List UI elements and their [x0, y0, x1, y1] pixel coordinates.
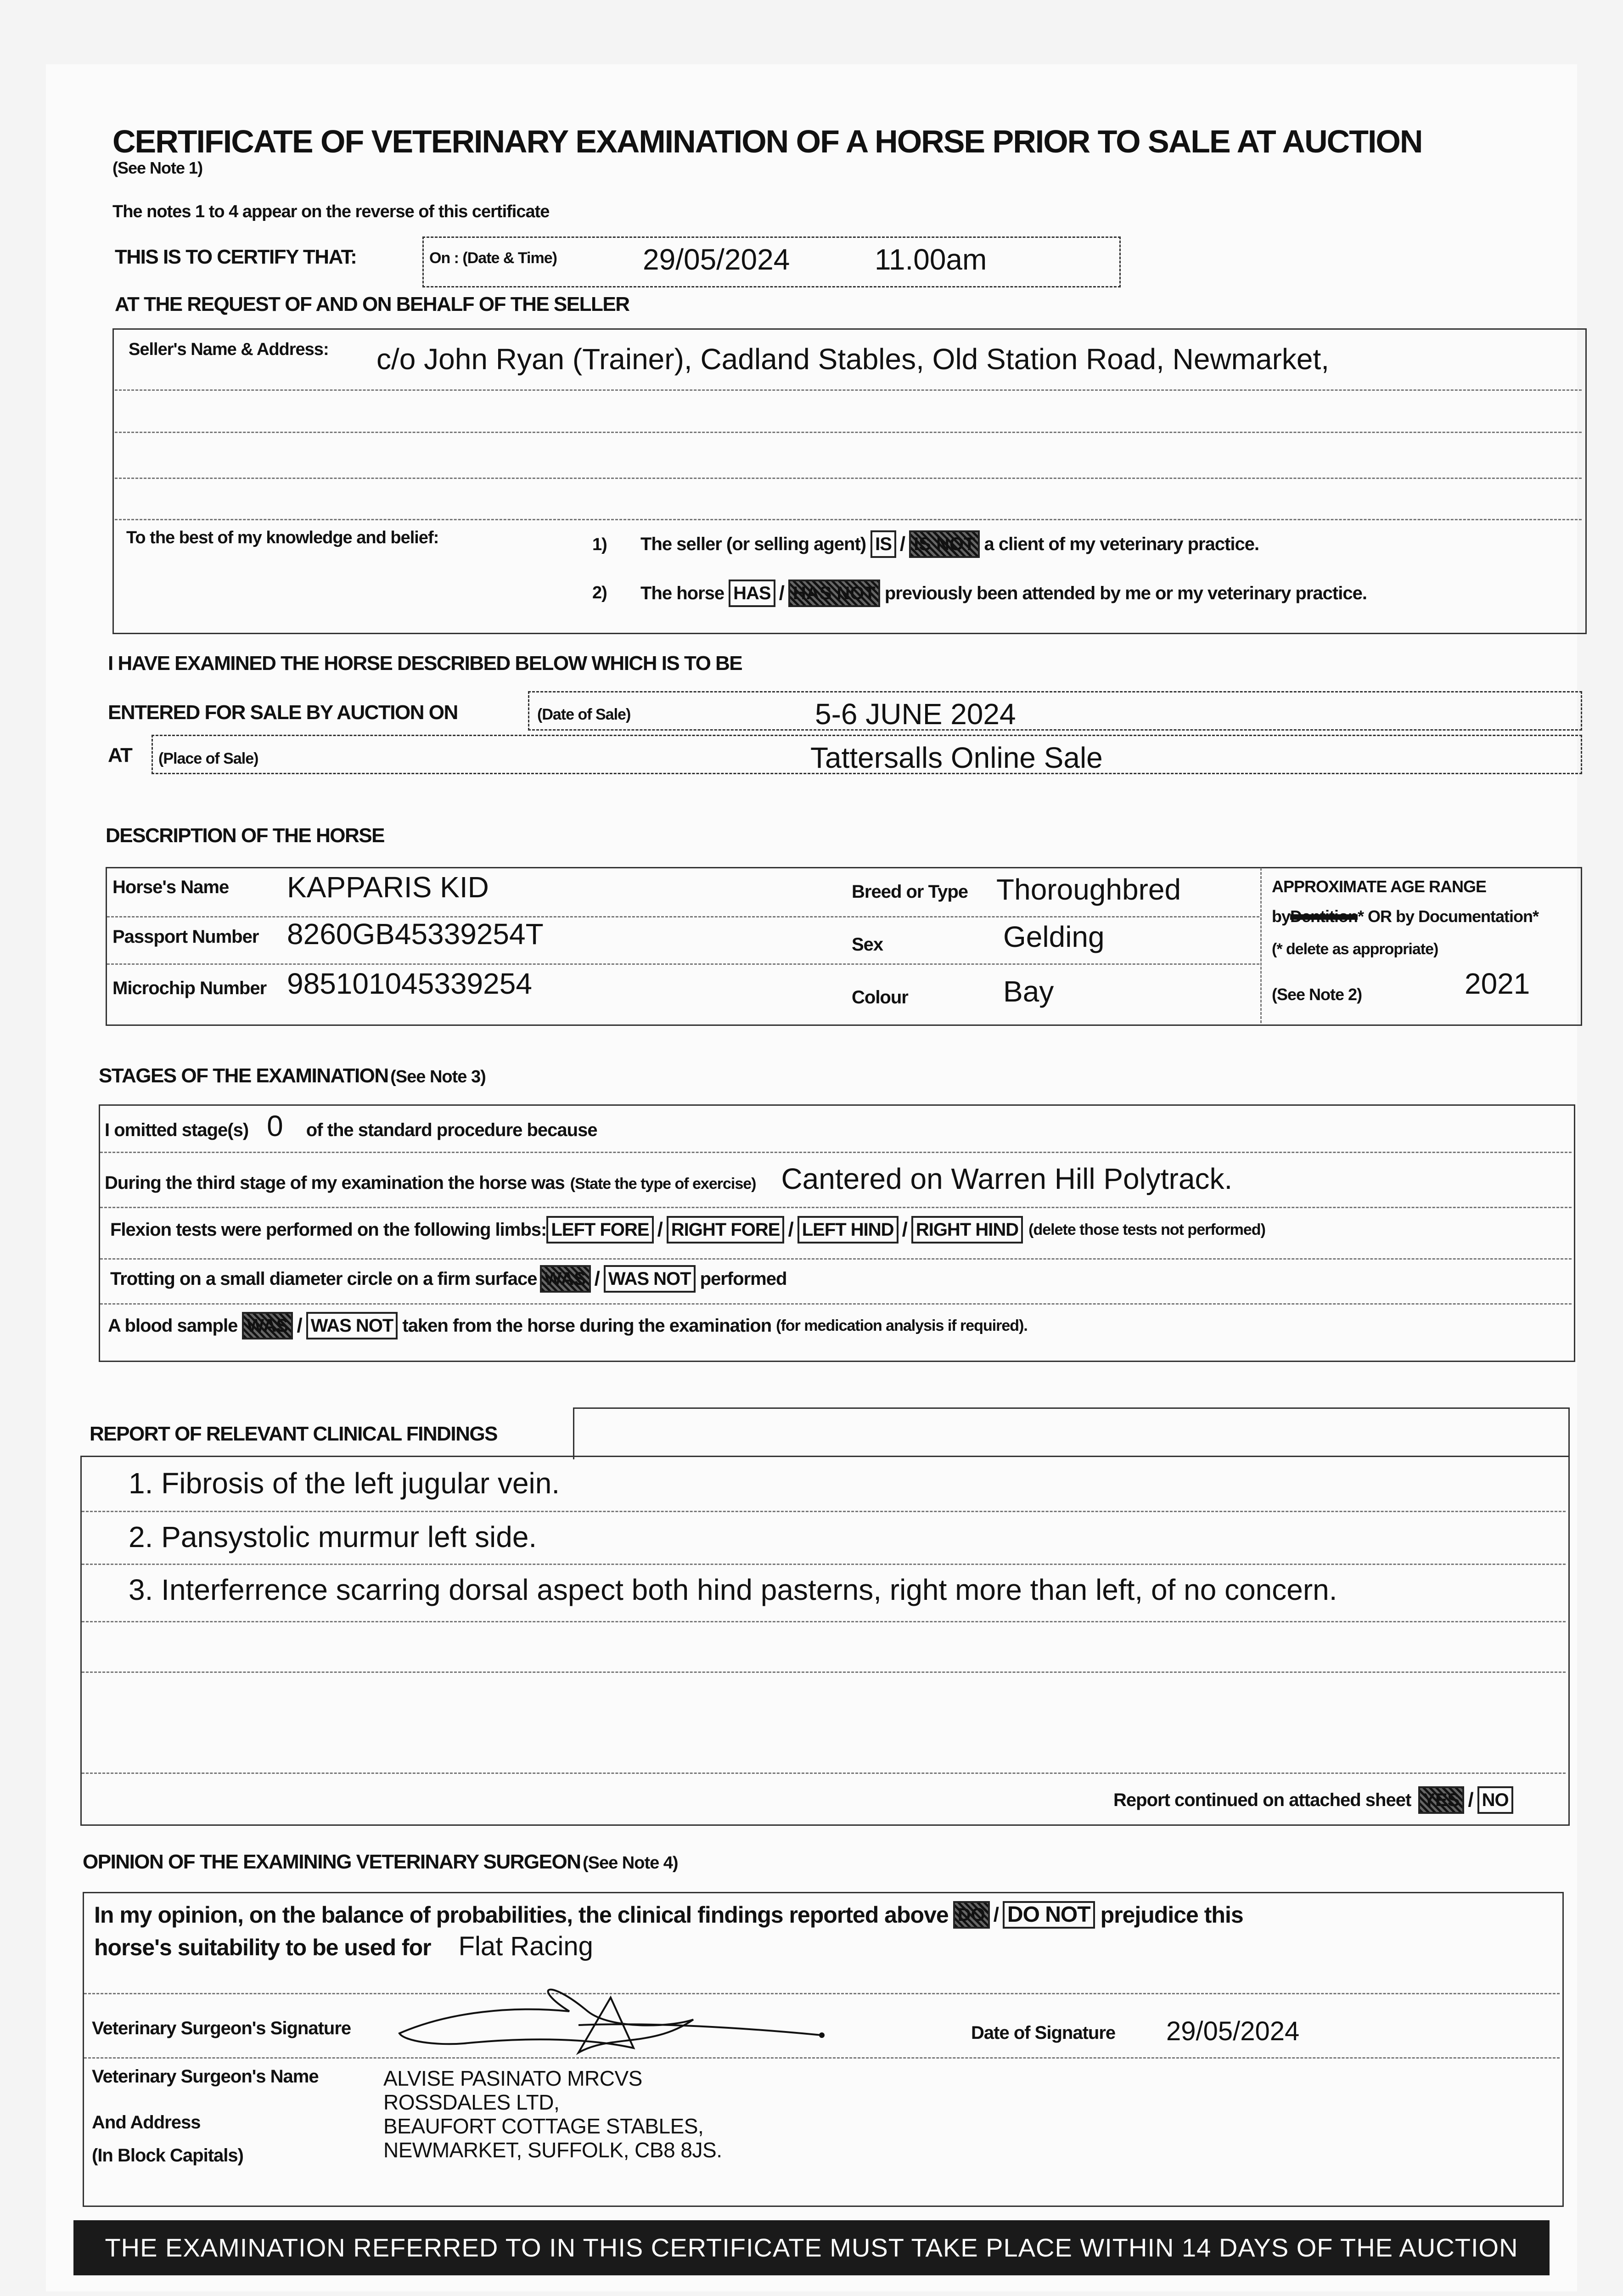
- report-continued-slash: /: [1468, 1789, 1474, 1811]
- item2-text-pre: The horse: [640, 583, 724, 603]
- opinion-heading-text: OPINION OF THE EXAMINING VETERINARY SURGEON: [83, 1851, 581, 1873]
- blood-label: A blood sample: [108, 1315, 238, 1336]
- horse-name-value: KAPPARIS KID: [287, 871, 489, 904]
- findings-heading: REPORT OF RELEVANT CLINICAL FINDINGS: [90, 1423, 497, 1445]
- vet-details-line-2: ROSSDALES LTD,: [383, 2090, 560, 2114]
- stages-heading-note: (See Note 3): [390, 1067, 486, 1086]
- knowledge-item2-number: 2): [592, 583, 607, 602]
- stages-line-1: [100, 1152, 1572, 1153]
- age-by: by: [1272, 907, 1291, 926]
- flexion-row: [110, 1216, 1265, 1244]
- item1-option-is[interactable]: IS: [870, 530, 896, 558]
- item1-option-is-not[interactable]: IS NOT: [909, 530, 979, 558]
- on-date-time-label: On : (Date & Time): [429, 249, 557, 267]
- seller-name-label: Seller's Name & Address:: [129, 340, 329, 359]
- third-stage-note: (State the type of exercise): [570, 1175, 756, 1193]
- sale-date-box: [528, 691, 1582, 731]
- vet-details-line-3: BEAUFORT COTTAGE STABLES,: [383, 2114, 704, 2138]
- item2-text-post: previously been attended by me or my veterinary practice.: [884, 583, 1367, 603]
- opinion-option-do-not[interactable]: DO NOT: [1003, 1901, 1095, 1929]
- vet-address-label: And Address: [92, 2112, 201, 2133]
- age-delete-note: (* delete as appropriate): [1272, 940, 1438, 958]
- flexion-note: (delete those tests not performed): [1028, 1221, 1265, 1238]
- opinion-line-b: [84, 2057, 1560, 2059]
- seller-heading: AT THE REQUEST OF AND ON BEHALF OF THE SELLER: [115, 293, 629, 315]
- blood-slash: /: [297, 1314, 303, 1337]
- seller-line-2: [115, 432, 1582, 433]
- item2-option-has[interactable]: HAS: [729, 580, 775, 607]
- opinion-text-suitability: horse's suitability to be used for: [94, 1935, 431, 1960]
- vet-details-line-4: NEWMARKET, SUFFOLK, CB8 8JS.: [383, 2138, 722, 2162]
- trot-label: Trotting on a small diameter circle on a firm surface: [110, 1268, 537, 1289]
- colour-value: Bay: [1003, 975, 1054, 1008]
- certify-label: THIS IS TO CERTIFY THAT:: [115, 246, 357, 268]
- block-capitals-label: (In Block Capitals): [92, 2145, 243, 2166]
- stages-line-4: [100, 1303, 1572, 1305]
- age-range-heading: APPROXIMATE AGE RANGE: [1272, 877, 1487, 896]
- third-stage-value: Cantered on Warren Hill Polytrack.: [781, 1162, 1233, 1195]
- omitted-row: [105, 1109, 597, 1143]
- seller-line-1: [115, 389, 1582, 391]
- finding-item-1: 1. Fibrosis of the left jugular vein.: [129, 1467, 560, 1500]
- flexion-slash-1: /: [657, 1218, 663, 1241]
- item1-text-pre: The seller (or selling agent): [640, 534, 866, 554]
- at-label: AT: [108, 744, 132, 766]
- item2-slash: /: [779, 582, 785, 604]
- description-divider: [1260, 868, 1262, 1023]
- item2-option-has-not[interactable]: HAS NOT: [788, 580, 880, 607]
- omitted-post: of the standard procedure because: [306, 1120, 597, 1140]
- report-continued-no[interactable]: NO: [1477, 1786, 1513, 1814]
- seller-line-4: [115, 519, 1582, 520]
- description-heading: DESCRIPTION OF THE HORSE: [106, 824, 384, 847]
- age-method-line: [1272, 907, 1539, 926]
- footer-notice-bar: THE EXAMINATION REFERRED TO IN THIS CERTIFICATE MUST TAKE PLACE WITHIN 14 DAYS OF THE AUCTION: [73, 2220, 1550, 2275]
- age-value: 2021: [1465, 967, 1530, 1000]
- vet-details-line-1: ALVISE PASINATO MRCVS: [383, 2066, 642, 2090]
- flexion-label: Flexion tests were performed on the following limbs:: [110, 1219, 547, 1240]
- date-of-signature-label: Date of Signature: [971, 2023, 1116, 2043]
- exam-time: 11.00am: [875, 243, 987, 276]
- see-note-1: (See Note 1): [112, 158, 203, 177]
- findings-line-5: [82, 1773, 1566, 1774]
- opinion-text-post: prejudice this: [1100, 1902, 1243, 1928]
- trot-option-was-not[interactable]: WAS NOT: [604, 1265, 696, 1293]
- stages-heading: [99, 1064, 486, 1087]
- stages-heading-text: STAGES OF THE EXAMINATION: [99, 1064, 388, 1087]
- sex-value: Gelding: [1003, 920, 1105, 953]
- finding-item-3: 3. Interferrence scarring dorsal aspect both hind pasterns, right more than left, of no concern.: [129, 1573, 1337, 1606]
- seller-line-3: [115, 478, 1582, 479]
- findings-heading-box: [573, 1407, 1570, 1459]
- omitted-label: I omitted stage(s): [105, 1120, 249, 1140]
- opinion-option-do[interactable]: DO: [953, 1901, 990, 1929]
- third-stage-row: [105, 1162, 1232, 1196]
- report-continued-label: Report continued on attached sheet: [1113, 1790, 1411, 1810]
- knowledge-label: To the best of my knowledge and belief:: [126, 528, 439, 547]
- trot-slash: /: [594, 1267, 600, 1290]
- third-stage-label: During the third stage of my examination the horse was: [105, 1173, 565, 1193]
- trot-row: [110, 1265, 786, 1293]
- blood-row: [108, 1312, 1028, 1339]
- opinion-line-1: [94, 1901, 1243, 1929]
- opinion-slash: /: [993, 1903, 999, 1926]
- horse-name-label: Horse's Name: [112, 877, 229, 897]
- blood-option-was-not[interactable]: WAS NOT: [306, 1312, 398, 1339]
- flexion-left-fore[interactable]: LEFT FORE: [546, 1216, 653, 1244]
- trot-option-was[interactable]: WAS: [540, 1265, 591, 1293]
- item1-text-post: a client of my veterinary practice.: [984, 534, 1259, 554]
- blood-note: (for medication analysis if required).: [776, 1317, 1028, 1334]
- description-row-line-2: [107, 963, 1259, 965]
- microchip-label: Microchip Number: [112, 978, 267, 998]
- colour-label: Colour: [852, 987, 908, 1007]
- flexion-left-hind[interactable]: LEFT HIND: [797, 1216, 899, 1244]
- opinion-line-2: [94, 1931, 593, 1962]
- intended-use-value: Flat Racing: [458, 1931, 593, 1961]
- knowledge-item1-number: 1): [592, 535, 607, 554]
- signature-label: Veterinary Surgeon's Signature: [92, 2018, 351, 2038]
- seller-name-value: c/o John Ryan (Trainer), Cadland Stables, Old Station Road, Newmarket,: [376, 343, 1330, 376]
- item1-slash: /: [899, 533, 906, 555]
- blood-post: taken from the horse during the examination: [402, 1315, 772, 1336]
- knowledge-item2: [640, 580, 1367, 607]
- vet-name-label: Veterinary Surgeon's Name: [92, 2066, 319, 2087]
- blood-option-was[interactable]: WAS: [242, 1312, 293, 1339]
- flexion-slash-2: /: [788, 1218, 794, 1241]
- knowledge-item1: [640, 530, 1259, 558]
- omitted-value: 0: [267, 1109, 283, 1142]
- findings-line-4: [82, 1671, 1566, 1673]
- report-continued-yes[interactable]: YES: [1418, 1786, 1464, 1814]
- description-row-line-1: [107, 916, 1259, 917]
- report-continued-row: [1113, 1786, 1513, 1814]
- sale-date-value: 5-6 JUNE 2024: [815, 698, 1016, 731]
- findings-line-2: [82, 1564, 1566, 1565]
- trot-post: performed: [700, 1268, 787, 1289]
- opinion-heading: [83, 1851, 678, 1874]
- sale-place-value: Tattersalls Online Sale: [810, 741, 1103, 774]
- stages-line-2: [100, 1207, 1572, 1208]
- notes-line: The notes 1 to 4 appear on the reverse of this certificate: [112, 202, 550, 221]
- sale-heading-2: ENTERED FOR SALE BY AUCTION ON: [108, 701, 458, 724]
- sale-place-label: (Place of Sale): [158, 750, 258, 767]
- stages-line-3: [100, 1258, 1572, 1260]
- findings-line-1: [82, 1511, 1566, 1512]
- sex-label: Sex: [852, 934, 883, 955]
- microchip-value: 985101045339254: [287, 967, 532, 1000]
- flexion-right-hind[interactable]: RIGHT HIND: [911, 1216, 1023, 1244]
- vet-details: [383, 2066, 722, 2162]
- age-see-note-2: (See Note 2): [1272, 985, 1362, 1004]
- passport-value: 8260GB45339254T: [287, 917, 544, 951]
- certificate-title: CERTIFICATE OF VETERINARY EXAMINATION OF A HORSE PRIOR TO SALE AT AUCTION: [112, 124, 1422, 159]
- age-dentition-struck[interactable]: Dentition: [1290, 907, 1358, 926]
- date-of-signature-value: 29/05/2024: [1166, 2016, 1300, 2046]
- flexion-right-fore[interactable]: RIGHT FORE: [667, 1216, 785, 1244]
- flexion-slash-3: /: [902, 1218, 908, 1241]
- opinion-heading-note: (See Note 4): [582, 1853, 678, 1873]
- breed-value: Thoroughbred: [996, 873, 1181, 906]
- findings-line-3: [82, 1621, 1566, 1622]
- age-or-documentation: * OR by Documentation*: [1358, 907, 1539, 926]
- signature-scribble: [395, 1979, 836, 2057]
- exam-date: 29/05/2024: [643, 243, 790, 276]
- breed-label: Breed or Type: [852, 882, 968, 902]
- finding-item-2: 2. Pansystolic murmur left side.: [129, 1520, 537, 1553]
- opinion-text-pre: In my opinion, on the balance of probabilities, the clinical findings reported above: [94, 1902, 949, 1928]
- passport-label: Passport Number: [112, 927, 259, 947]
- sale-date-label: (Date of Sale): [537, 706, 631, 723]
- sale-heading-1: I HAVE EXAMINED THE HORSE DESCRIBED BELOW WHICH IS TO BE: [108, 652, 742, 675]
